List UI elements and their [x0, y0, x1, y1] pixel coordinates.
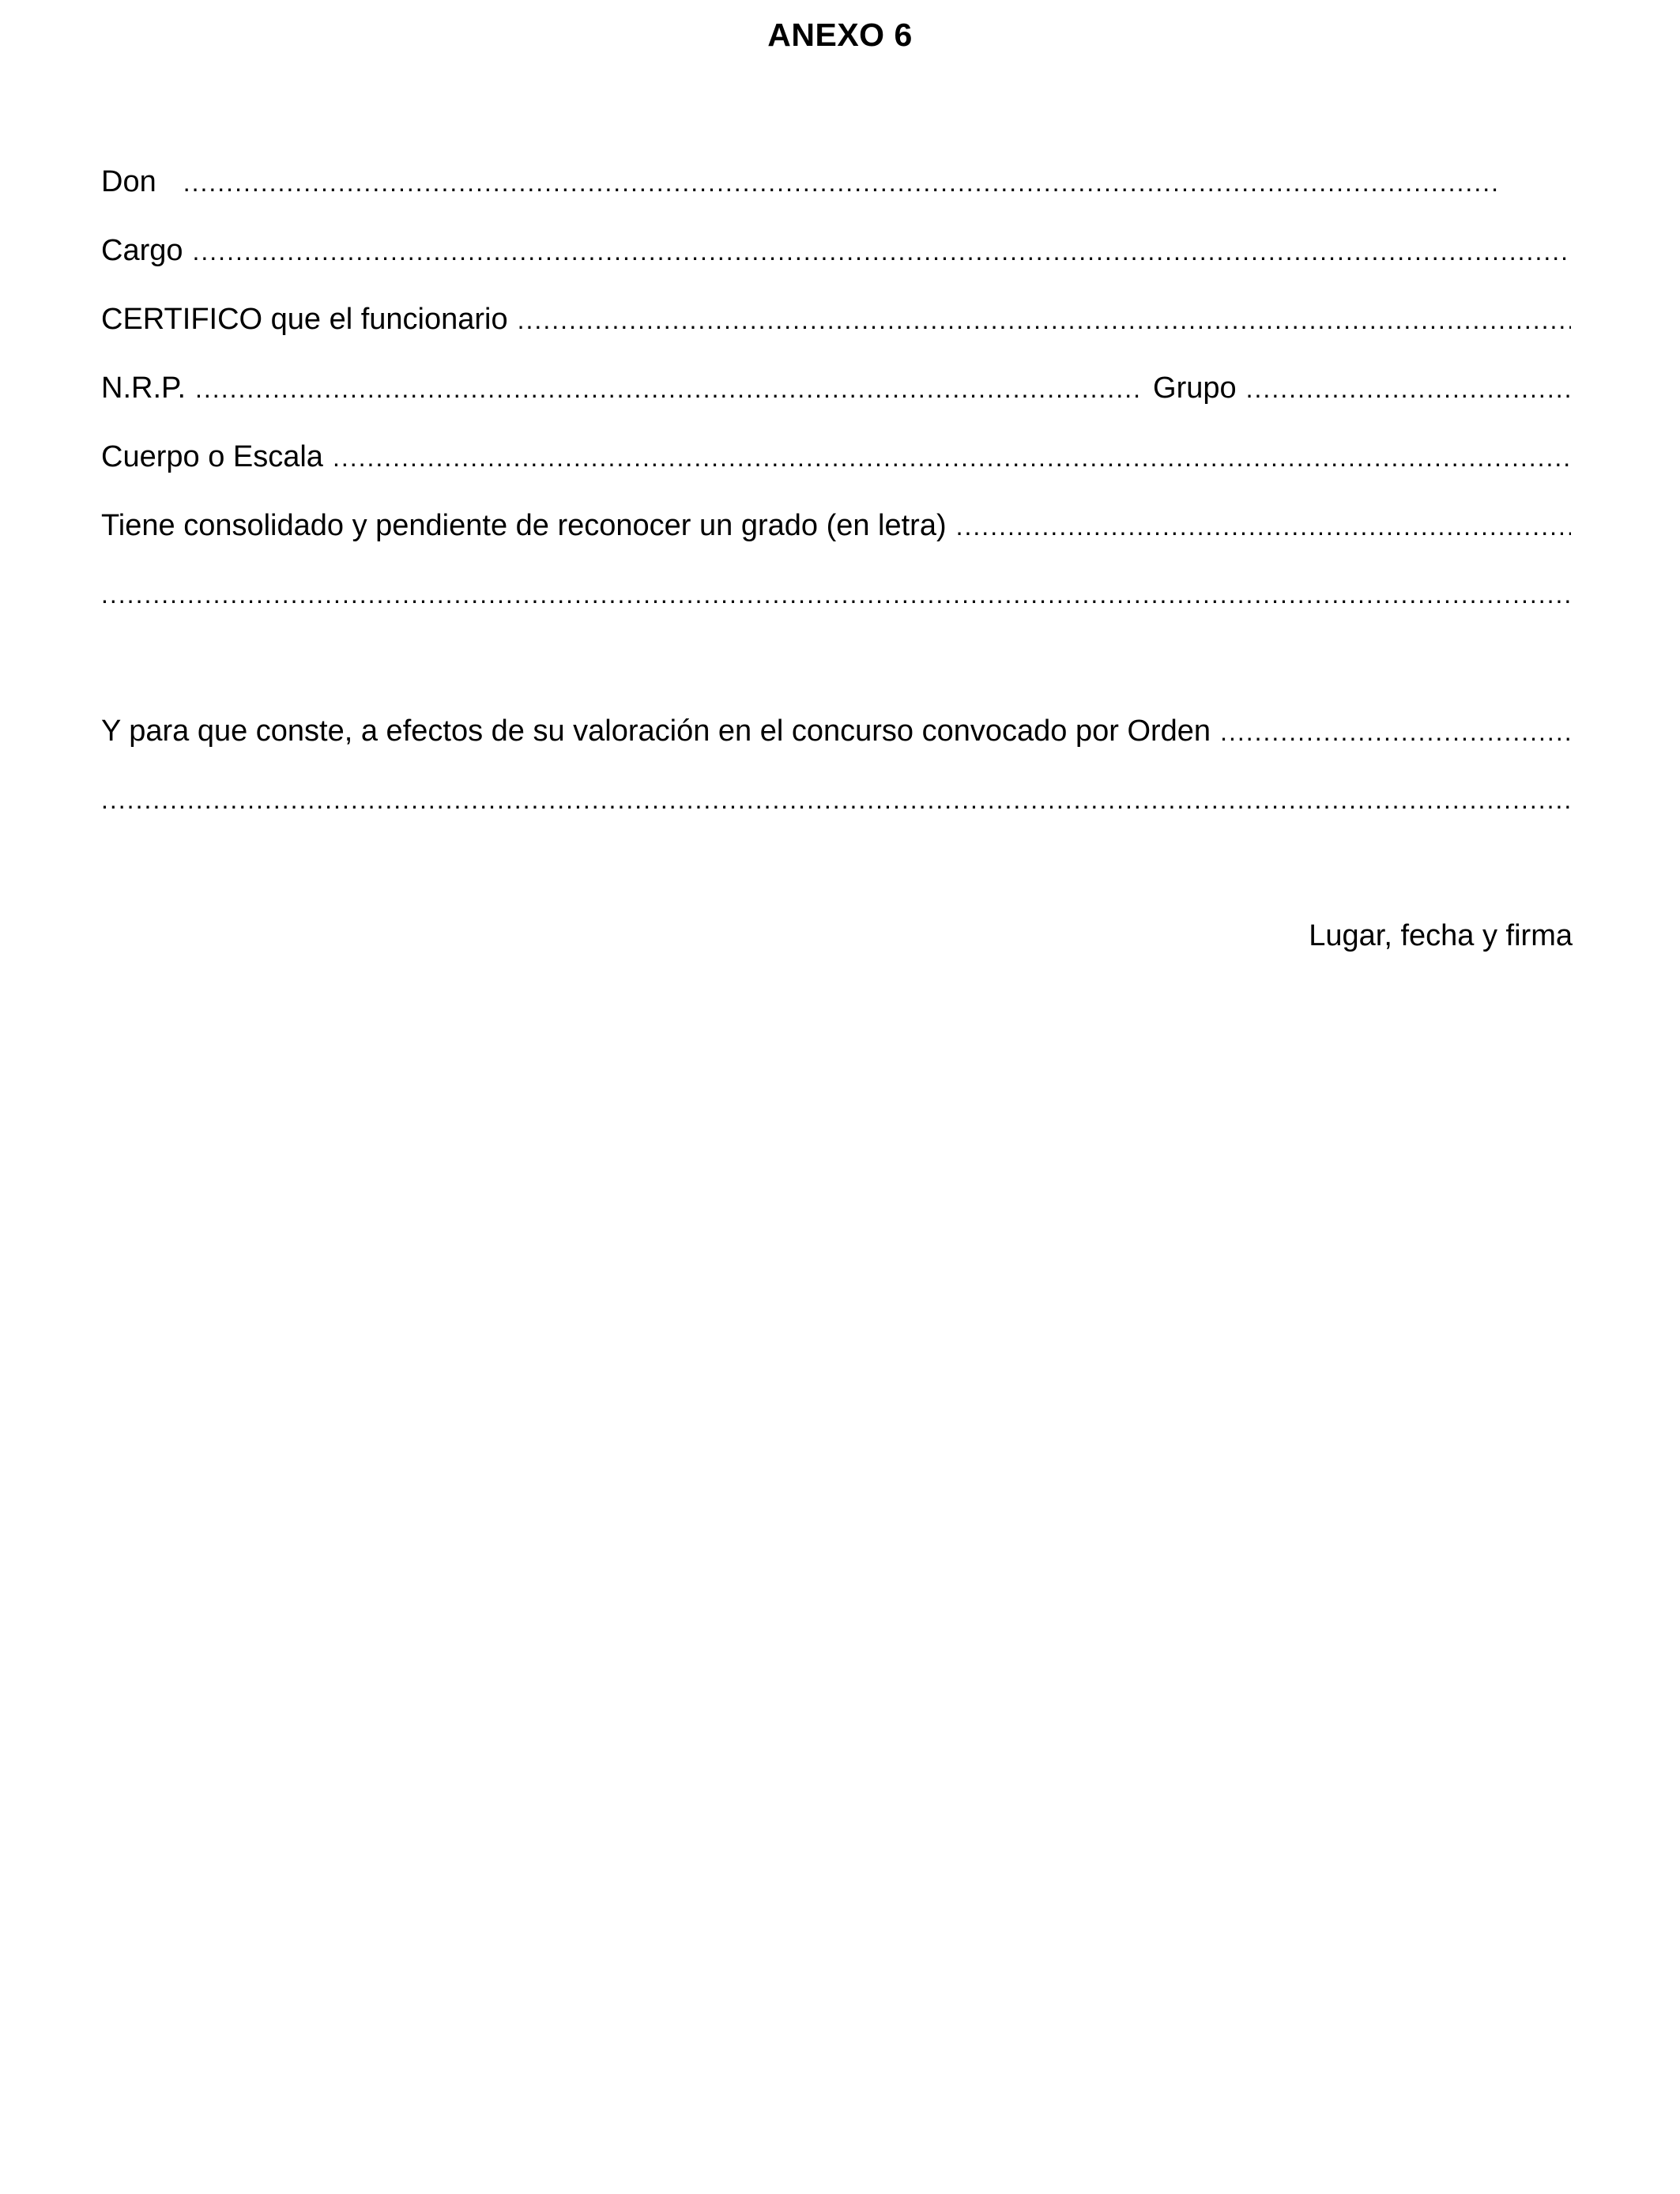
don-line: [101, 161, 1500, 202]
closing-text: Y para que conste, a efectos de su valoración en el concurso convocado por Orden: [101, 714, 1211, 748]
grado-line: [101, 505, 1571, 546]
cuerpo-fill-dots[interactable]: [333, 437, 1571, 478]
don-fill-dots[interactable]: [183, 162, 1500, 203]
signature-caption: Lugar, fecha y firma: [1309, 919, 1573, 952]
cargo-line: [101, 230, 1571, 271]
orden-continuation-dots[interactable]: [101, 779, 1571, 820]
certifico-line: [101, 299, 1571, 340]
grupo-label: Grupo: [1153, 371, 1237, 405]
grado-continuation-line: [101, 574, 1571, 615]
grupo-fill-dots[interactable]: [1246, 368, 1571, 409]
nrp-fill-dots[interactable]: [195, 368, 1143, 409]
cargo-fill-dots[interactable]: [193, 231, 1572, 272]
don-label: Don: [101, 165, 156, 198]
cuerpo-line: [101, 436, 1571, 477]
cargo-label: Cargo: [101, 234, 183, 267]
certifico-label: CERTIFICO que el funcionario: [101, 303, 508, 336]
closing-line: [101, 711, 1571, 752]
funcionario-fill-dots[interactable]: [518, 300, 1571, 341]
document-title: ANEXO 6: [767, 17, 913, 53]
nrp-grupo-line: [101, 368, 1571, 409]
grado-continuation-dots[interactable]: [101, 574, 1571, 615]
nrp-label: N.R.P.: [101, 371, 186, 405]
grado-fill-dots[interactable]: [956, 506, 1571, 547]
orden-fill-dots[interactable]: [1220, 711, 1571, 752]
closing-continuation-line: [101, 779, 1571, 820]
grado-label: Tiene consolidado y pendiente de reconocer un grado (en letra): [101, 509, 947, 542]
cuerpo-label: Cuerpo o Escala: [101, 440, 323, 473]
